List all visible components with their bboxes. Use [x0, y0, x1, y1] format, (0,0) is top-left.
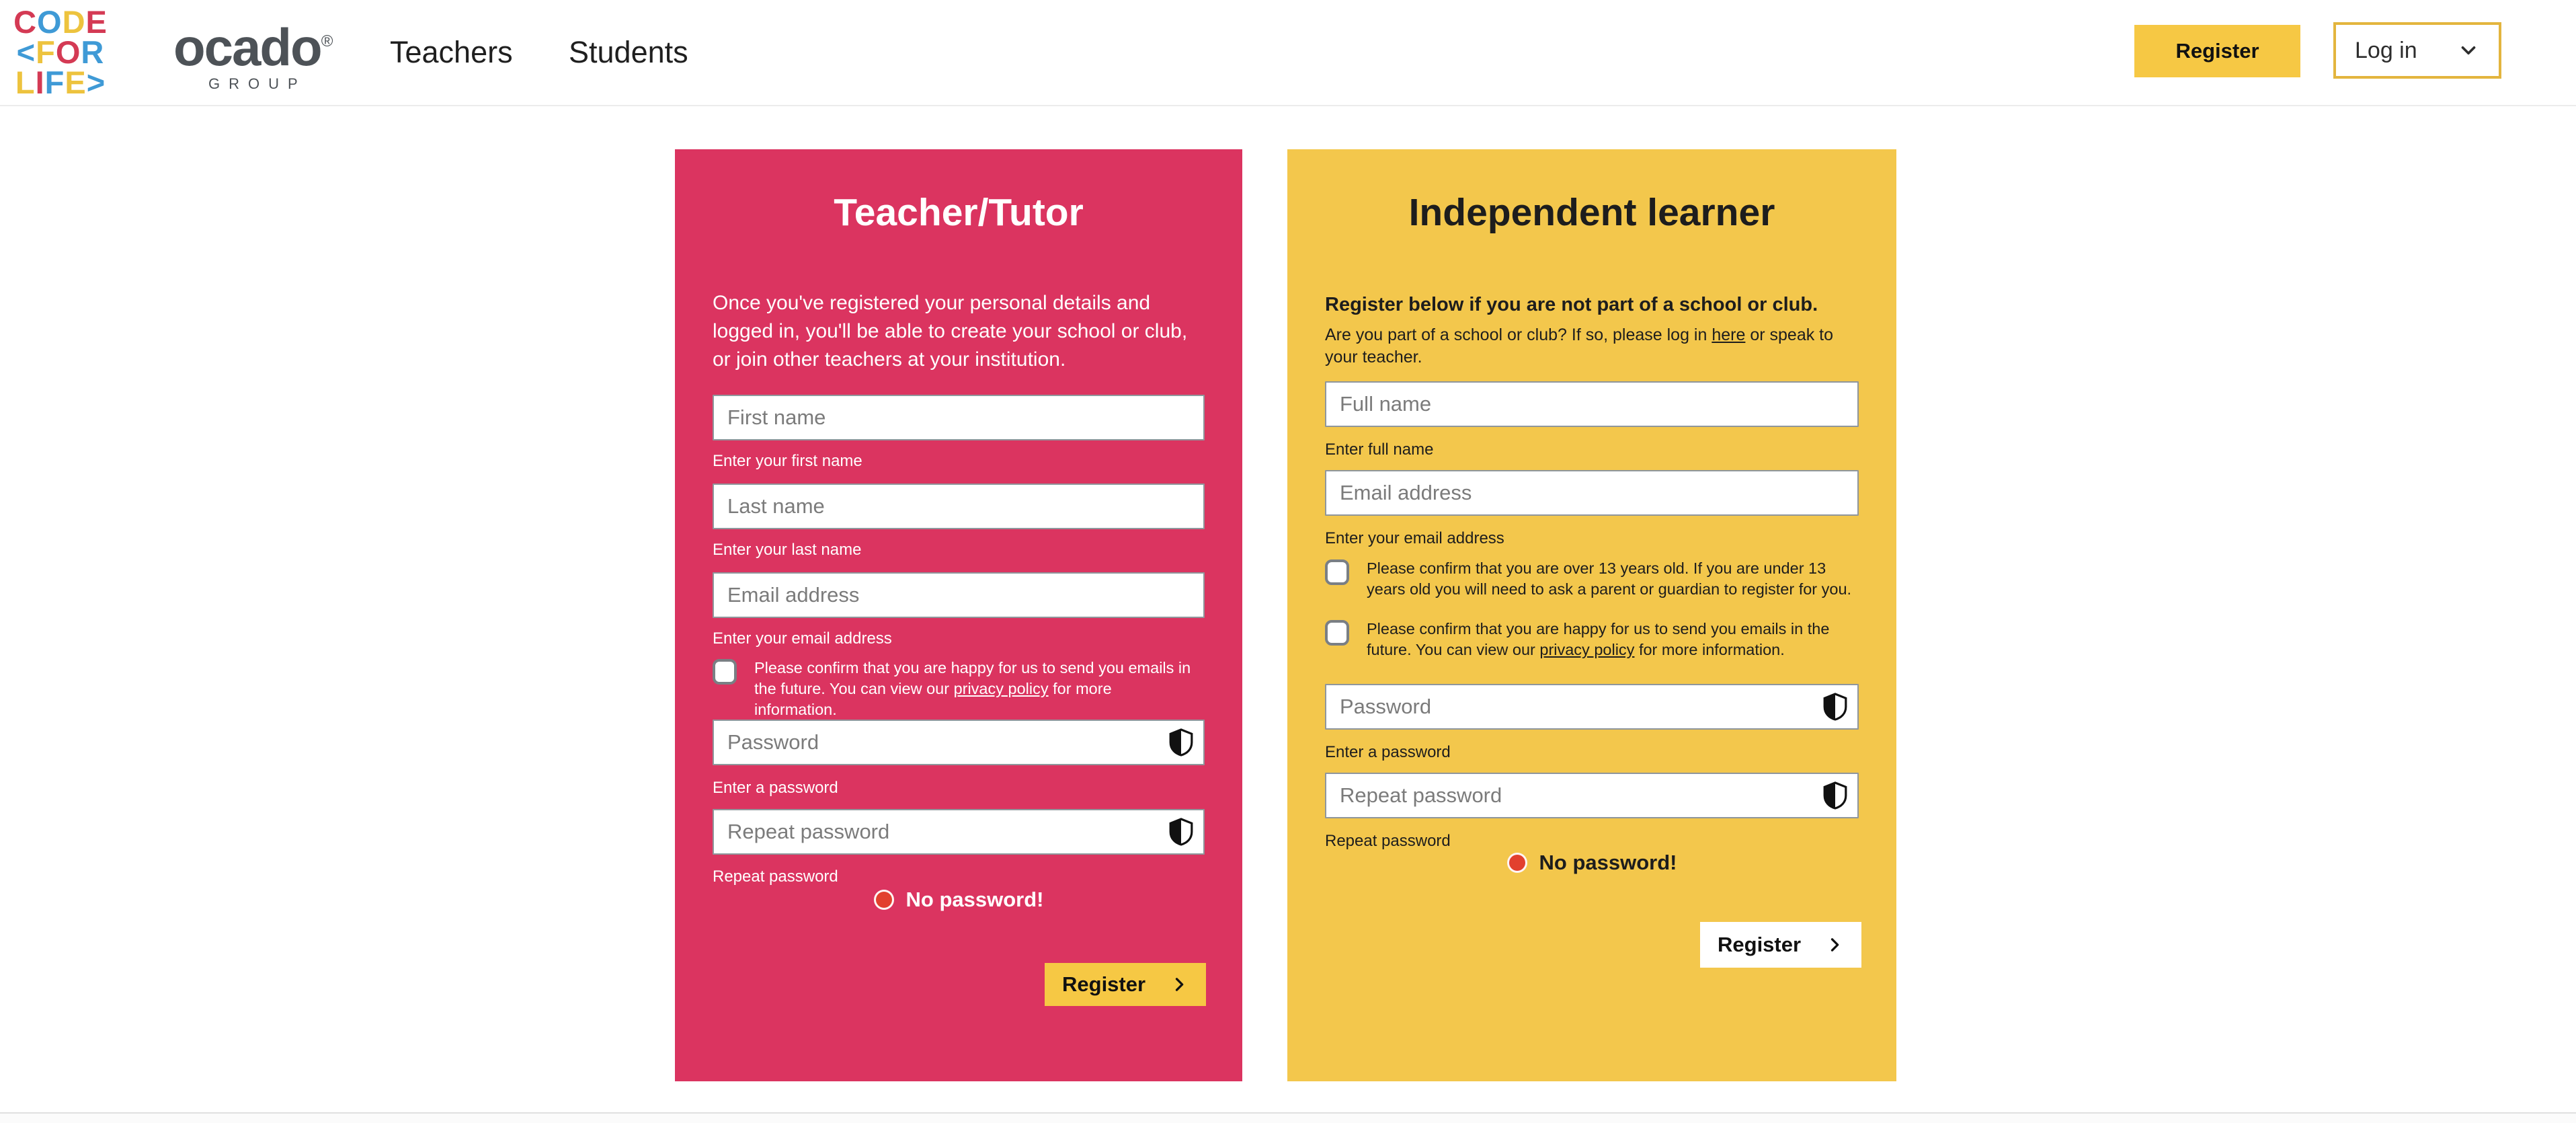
teacher-panel-title: Teacher/Tutor — [834, 191, 1084, 234]
password-strength-label: No password! — [905, 888, 1044, 911]
independent-panel-lead: Register below if you are not part of a school or club. — [1325, 294, 1818, 315]
password-field-wrap — [1325, 684, 1859, 730]
login-label: Log in — [2355, 37, 2417, 63]
sub-text-before: Are you part of a school or club? If so, please log in — [1325, 325, 1712, 344]
teacher-tutor-panel — [675, 149, 1242, 1081]
age-confirm-checkbox[interactable] — [1325, 559, 1349, 585]
password-strength-dot-icon — [1507, 853, 1527, 873]
password-helper: Enter a password — [1325, 743, 1451, 761]
email-input[interactable] — [713, 572, 1205, 618]
registered-trademark-symbol: ® — [321, 32, 333, 50]
privacy-policy-link[interactable]: privacy policy — [953, 680, 1049, 697]
password-strength-label: No password! — [1539, 851, 1677, 874]
email-consent-checkbox[interactable] — [713, 659, 737, 685]
password-input[interactable] — [713, 720, 1205, 765]
code-for-life-logo[interactable]: CODE <FOR LIFE> — [13, 4, 108, 100]
age-confirm-text: Please confirm that you are over 13 years old. If you are under 13 years old you will need to ask a parent or guardian to register for you. — [1367, 559, 1852, 598]
privacy-policy-link[interactable]: privacy policy — [1539, 641, 1635, 658]
repeat-password-helper: Repeat password — [713, 867, 838, 886]
log-in-here-link[interactable]: here — [1712, 325, 1746, 344]
top-navigation-bar — [0, 0, 2576, 106]
independent-consent-row — [1325, 619, 1857, 660]
last-name-helper: Enter your last name — [713, 541, 862, 559]
first-name-input[interactable] — [713, 395, 1205, 440]
consent-text-before: Please confirm that you are happy for us to send you emails in the future. You can view our — [754, 659, 1191, 697]
header-register-button[interactable]: Register — [2134, 25, 2300, 77]
email-helper: Enter your email address — [713, 629, 892, 648]
footer-divider — [0, 1112, 2576, 1123]
email-consent-checkbox[interactable] — [1325, 620, 1349, 646]
chevron-right-icon — [1170, 975, 1189, 994]
password-strength-indicator — [1287, 851, 1896, 875]
password-helper: Enter a password — [713, 779, 838, 797]
password-field-wrap — [713, 720, 1205, 765]
last-name-input[interactable] — [713, 483, 1205, 529]
email-consent-text — [1367, 619, 1857, 660]
repeat-password-helper: Repeat password — [1325, 832, 1451, 850]
teacher-panel-intro: Once you've registered your personal details and logged in, you'll be able to create your school or club, or join other teachers at your institution. — [713, 292, 1188, 371]
consent-text-before: Please confirm that you are happy for us to send you emails in the future. You can view our — [1367, 620, 1830, 658]
first-name-helper: Enter your first name — [713, 452, 862, 470]
repeat-password-input[interactable] — [1325, 773, 1859, 818]
independent-register-button[interactable] — [1700, 922, 1861, 968]
independent-register-label: Register — [1718, 933, 1802, 956]
email-consent-text — [754, 658, 1198, 720]
sub-text-after: or speak to your teacher. — [1325, 325, 1834, 366]
full-name-helper: Enter full name — [1325, 440, 1434, 459]
consent-text-after: for more information. — [1634, 641, 1785, 658]
nav-teachers-link[interactable]: Teachers — [390, 35, 513, 69]
independent-learner-panel — [1287, 149, 1896, 1081]
password-strength-dot-icon — [874, 890, 894, 910]
repeat-password-field-wrap — [713, 809, 1205, 855]
repeat-password-field-wrap — [1325, 773, 1859, 818]
ocado-group-label: GROUP — [208, 75, 307, 92]
teacher-register-label: Register — [1062, 972, 1146, 996]
independent-panel-title: Independent learner — [1408, 191, 1775, 234]
nav-students-link[interactable]: Students — [569, 35, 688, 69]
ocado-wordmark: ocado® — [173, 17, 333, 77]
ocado-group-logo — [173, 15, 333, 93]
independent-panel-sub — [1325, 324, 1859, 369]
age-confirm-row — [1325, 558, 1857, 600]
repeat-password-input[interactable] — [713, 809, 1205, 855]
teacher-consent-row — [713, 658, 1198, 720]
email-helper: Enter your email address — [1325, 529, 1504, 547]
consent-text-after: for more information. — [754, 680, 1112, 718]
full-name-input[interactable] — [1325, 381, 1859, 427]
chevron-down-icon — [2457, 39, 2480, 62]
teacher-register-button[interactable] — [1045, 963, 1206, 1006]
password-strength-indicator — [675, 888, 1242, 912]
chevron-right-icon — [1825, 935, 1844, 954]
header-login-button[interactable] — [2333, 22, 2501, 79]
password-input[interactable] — [1325, 684, 1859, 730]
email-input[interactable] — [1325, 470, 1859, 516]
